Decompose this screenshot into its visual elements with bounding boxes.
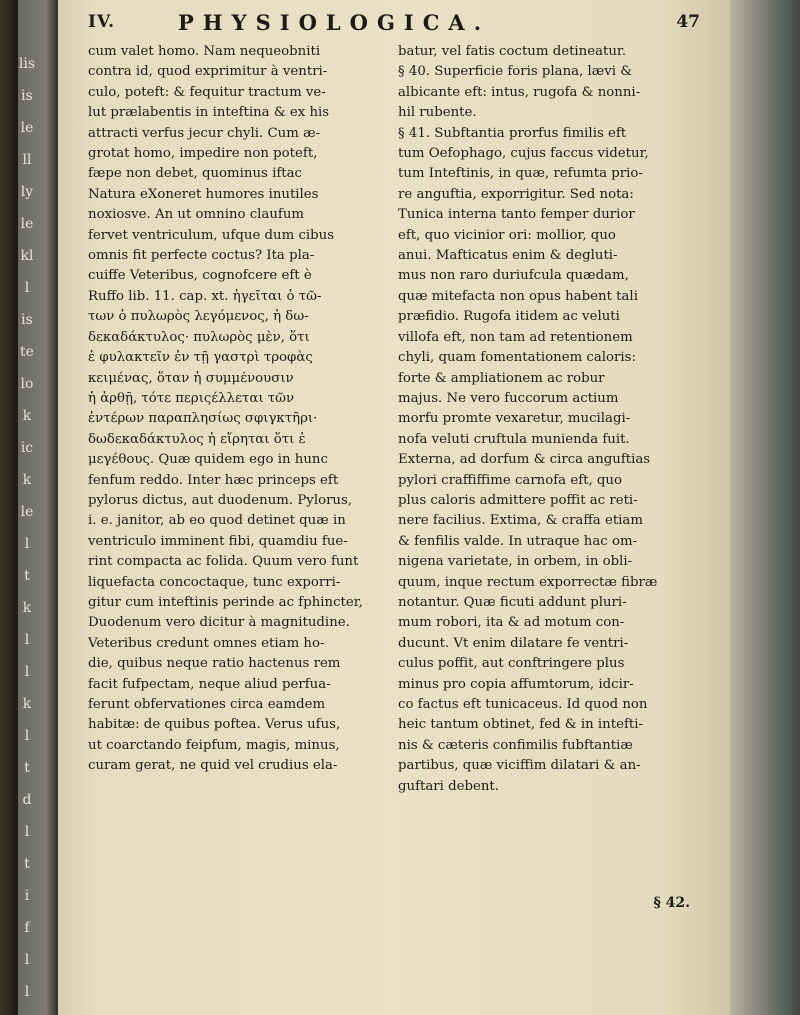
text-line: villofa eft, non tam ad retentionem (398, 329, 633, 345)
text-line: § 41. Subftantia prorfus fimilis eft (398, 125, 627, 141)
text-line: nigena varietate, in orbem, in obli- (398, 554, 633, 570)
text-line: ut coarctando feipfum, magis, minus, (88, 737, 340, 753)
margin-fragment: k (22, 696, 32, 712)
text-line: anui. Mafticatus enim & degluti- (398, 248, 618, 264)
text-line: re anguftia, exporrigitur. Sed nota: (398, 186, 634, 202)
text-line: contra id, quod exprimitur à ventri- (88, 64, 328, 80)
margin-fragment: i (24, 888, 30, 904)
text-line: & fenfilis valde. In utraque hac om- (398, 533, 638, 549)
text-line: tum Oefophago, cujus faccus videtur, (398, 146, 649, 162)
margin-fragment: l (24, 984, 30, 1000)
running-header (88, 8, 700, 38)
margin-fragment: k (22, 600, 32, 616)
text-line: δεκαδάκτυλος· πυλωρὸς μὲν, ὅτι (88, 329, 310, 345)
book-page (58, 0, 730, 1015)
text-line: notantur. Quæ ficuti addunt pluri- (398, 594, 627, 610)
text-line: morfu promte vexaretur, mucilagi- (398, 411, 631, 427)
text-line: tum Inteftinis, in quæ, refumta prio- (398, 166, 643, 182)
text-line: ἡ ἀρθῇ, τότε περιςέλλεται τῶν (88, 390, 295, 406)
margin-fragment: lo (20, 376, 34, 392)
text-line: pylorus dictus, aut duodenum. Pylorus, (88, 492, 353, 508)
text-line: κειμένας, ὅταν ἡ συμμένουσιν (88, 370, 294, 386)
text-line: die, quibus neque ratio hactenus rem (88, 656, 341, 672)
margin-fragment: le (20, 216, 34, 232)
text-line: minus pro copia affumtorum, idcir- (398, 676, 634, 692)
margin-fragment: f (24, 920, 30, 936)
text-line: omnis fit perfecte coctus? Ita pla- (88, 248, 315, 264)
text-line: pylori craffiffime carnofa eft, quo (398, 472, 622, 488)
text-line: nere facilius. Extima, & craffa etiam (398, 513, 643, 529)
text-line: lut prælabentis in inteftina & ex his (88, 105, 330, 121)
text-line: fæpe non debet, quominus iftac (88, 166, 302, 182)
text-line: liquefacta concoctaque, tunc exporri- (88, 574, 341, 590)
text-line: co factus eft tunicaceus. Id quod non (398, 697, 648, 712)
margin-fragment: le (20, 120, 34, 136)
text-line: των ὁ πυλωρὸς λεγόμενος, ἡ δω- (88, 309, 309, 325)
margin-fragment: lis (18, 56, 36, 72)
margin-fragment: le (20, 504, 34, 520)
book-edge (0, 0, 18, 1015)
margin-fragment: kl (20, 248, 34, 264)
text-line: μεγέθους. Quæ quidem ego in hunc (88, 452, 328, 468)
catchword: § 42. (653, 895, 690, 911)
text-line: ducunt. Vt enim dilatare fe ventri- (398, 635, 629, 651)
text-line: Veteribus credunt omnes etiam ho- (88, 635, 325, 651)
margin-fragment: t (24, 568, 30, 584)
text-line: noxiosve. An ut omnino claufum (88, 207, 305, 223)
text-line: ventriculo imminent fibi, quamdiu fue- (88, 533, 348, 549)
text-line: rint compacta ac folida. Quum vero funt (88, 554, 359, 570)
text-line: forte & ampliationem ac robur (398, 370, 605, 386)
text-line: præfidio. Rugofa itidem ac veluti (398, 309, 620, 325)
text-line: chyli, quam fomentationem caloris: (398, 350, 636, 366)
signature-mark: IV. (88, 12, 116, 32)
margin-fragment: te (20, 344, 34, 360)
text-line: Duodenum vero dicitur à magnitudine. (88, 615, 350, 631)
text-line: Externa, ad dorfum & circa anguftias (398, 452, 651, 468)
margin-fragment: d (22, 792, 32, 808)
margin-fragment: ll (22, 152, 32, 168)
text-line: fervet ventriculum, ufque dum cibus (88, 227, 335, 243)
margin-fragment: k (22, 408, 32, 424)
text-line: plus caloris admittere poffit ac reti- (398, 492, 638, 508)
text-line: cum valet homo. Nam nequeobniti (88, 44, 321, 59)
facing-page-margin (18, 0, 58, 1015)
margin-fragment: t (24, 760, 30, 776)
text-line: Ruffo lib. 11. cap. xt. ἡγεῖται ὁ τῶ- (88, 288, 322, 304)
text-line: majus. Ne vero fuccorum actium (398, 390, 619, 406)
right-text-column (398, 42, 700, 797)
text-line: § 40. Superficie foris plana, lævi & (398, 64, 633, 80)
text-line: ἐντέρων παραπλησίως σφιγκτῆρι· (88, 411, 318, 427)
running-title: PHYSIOLOGICA. (178, 10, 491, 35)
text-line: guftari debent. (398, 778, 499, 794)
left-text-column (88, 42, 384, 777)
text-line: culo, poteft: & fequitur tractum ve- (88, 84, 326, 100)
margin-fragment: l (24, 632, 30, 648)
text-line: nofa veluti cruftula munienda fuit. (398, 431, 630, 447)
margin-fragment: l (24, 728, 30, 744)
text-line: fenfum reddo. Inter hæc princeps eft (88, 472, 339, 488)
scanner-background (730, 0, 800, 1015)
text-line: batur, vel fatis coctum detineatur. (398, 44, 627, 59)
text-line: quæ mitefacta non opus habent tali (398, 288, 638, 304)
margin-fragment: l (24, 280, 30, 296)
margin-fragment: t (24, 856, 30, 872)
text-line: gitur cum inteftinis perinde ac fphincter, (88, 594, 363, 610)
text-line: nis & cæteris confimilis fubftantiæ (398, 737, 633, 753)
margin-fragment: l (24, 536, 30, 552)
text-line: hil rubente. (398, 105, 477, 121)
margin-fragment: k (22, 472, 32, 488)
text-line: Natura eXoneret humores inutiles (88, 186, 319, 202)
text-line: ferunt obfervationes circa eamdem (88, 697, 326, 712)
text-line: grotat homo, impedire non poteft, (88, 146, 318, 162)
text-line: attracti verfus jecur chyli. Cum æ- (88, 125, 321, 141)
text-line: mum robori, ita & ad motum con- (398, 615, 625, 631)
text-line: i. e. janitor, ab eo quod detinet quæ in (88, 513, 346, 529)
text-line: heic tantum obtinet, fed & in intefti- (398, 717, 643, 733)
page-number: 47 (676, 12, 700, 32)
text-line: culus poffit, aut conftringere plus (398, 656, 625, 672)
text-line: quum, inque rectum exporrectæ fibræ (398, 574, 658, 590)
margin-fragment: is (21, 88, 33, 104)
margin-fragment: ic (20, 440, 34, 456)
text-line: partibus, quæ viciffim dilatari & an- (398, 758, 641, 774)
text-line: albicante eft: intus, rugofa & nonni- (398, 84, 641, 100)
text-line: ἐ φυλακτεῖν ἐν τῇ γαστρὶ τροφὰς (88, 350, 313, 366)
margin-fragment: l (24, 824, 30, 840)
text-line: habitæ: de quibus poftea. Verus ufus, (88, 717, 341, 733)
text-line: eft, quo vicinior ori: mollior, quo (398, 227, 616, 243)
margin-fragment: l (24, 952, 30, 968)
text-line: cuiffe Veteribus, cognofcere eft è (88, 268, 312, 284)
margin-fragment: ly (20, 184, 34, 200)
text-line: facit fufpectam, neque aliud perfua- (88, 676, 331, 692)
text-line: Tunica interna tanto femper durior (398, 207, 635, 223)
text-line: δωδεκαδάκτυλος ἡ εἴρηται ὅτι ἐ (88, 431, 306, 447)
text-line: mus non raro duriufcula quædam, (398, 268, 629, 284)
text-line: curam gerat, ne quid vel crudius ela- (88, 758, 338, 774)
margin-fragment: l (24, 664, 30, 680)
margin-fragment: is (21, 312, 33, 328)
